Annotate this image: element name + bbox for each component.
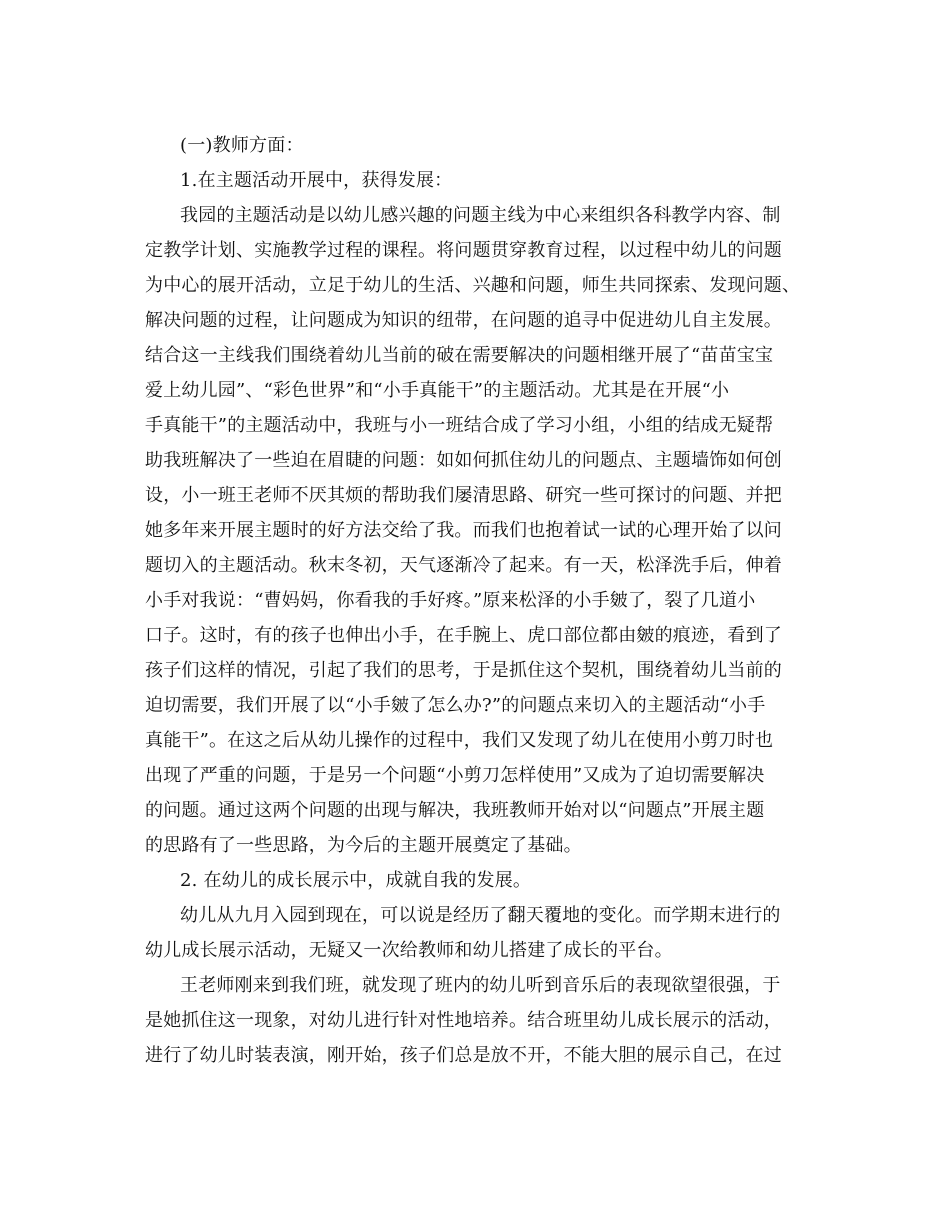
paragraph-line: 真能干”。在这之后从幼儿操作的过程中，我们又发现了幼儿在使用小剪刀时也: [145, 730, 774, 751]
paragraph-line: 题切入的主题活动。秋末冬初，天气逐渐冷了起来。有一天，松泽洗手后，伸着: [145, 555, 782, 576]
subsection-heading-1: 1.在主题活动开展中，获得发展：: [180, 170, 453, 191]
paragraph-line: 为中心的展开活动，立足于幼儿的生活、兴趣和问题，师生共同探索、发现问题、: [145, 275, 801, 296]
paragraph-line: 我园的主题活动是以幼儿感兴趣的问题主线为中心来组织各科教学内容、制: [180, 205, 781, 226]
paragraph-line: 幼儿从九月入园到现在，可以说是经历了翻天覆地的变化。而学期末进行的: [180, 905, 781, 926]
paragraph-line: 定教学计划、实施教学过程的课程。将问题贯穿教育过程，以过程中幼儿的问题: [145, 240, 782, 261]
paragraph-line: 助我班解决了一些迫在眉睫的问题：如如何抓住幼儿的问题点、主题墙饰如何创: [145, 450, 782, 471]
paragraph-line: 幼儿成长展示活动，无疑又一次给教师和幼儿搭建了成长的平台。: [145, 940, 673, 961]
subsection-heading-2: 2. 在幼儿的成长展示中，成就自我的发展。: [180, 870, 532, 891]
paragraph-line: 解决问题的过程，让问题成为知识的纽带，在问题的追寻中促进幼儿自主发展。: [145, 310, 782, 331]
paragraph-line: 的问题。通过这两个问题的出现与解决，我班教师开始对以“问题点”开展主题: [145, 800, 765, 821]
paragraph-line: 王老师刚来到我们班，就发现了班内的幼儿听到音乐后的表现欲望很强，于: [180, 975, 781, 996]
paragraph-line: 设，小一班王老师不厌其烦的帮助我们屡清思路、研究一些可探讨的问题、并把: [145, 485, 782, 506]
paragraph-line: 小手对我说：“曹妈妈，你看我的手好疼。”原来松泽的小手皴了，裂了几道小: [145, 590, 756, 611]
paragraph-line: 爱上幼儿园”、“彩色世界”和“小手真能干”的主题活动。尤其是在开展“小: [145, 380, 730, 401]
paragraph-line: 是她抓住这一现象，对幼儿进行针对性地培养。结合班里幼儿成长展示的活动，: [145, 1010, 782, 1031]
paragraph-line: 进行了幼儿时装表演，刚开始，孩子们总是放不开，不能大胆的展示自己，在过: [145, 1045, 782, 1066]
paragraph-line: 手真能干”的主题活动中，我班与小一班结合成了学习小组，小组的结成无疑帮: [145, 415, 774, 436]
paragraph-line: 她多年来开展主题时的好方法交给了我。而我们也抱着试一试的心理开始了以问: [145, 520, 782, 541]
paragraph-line: 口子。这时，有的孩子也伸出小手，在手腕上、虎口部位都由皴的痕迹，看到了: [145, 625, 782, 646]
paragraph-line: 的思路有了一些思路，为今后的主题开展奠定了基础。: [145, 835, 582, 856]
paragraph-line: 孩子们这样的情况，引起了我们的思考，于是抓住这个契机，围绕着幼儿当前的: [145, 660, 782, 681]
paragraph-line: 迫切需要，我们开展了以“小手皴了怎么办?”的问题点来切入的主题活动“小手: [145, 695, 766, 716]
section-heading-teachers: (一)教师方面：: [180, 135, 304, 156]
paragraph-line: 结合这一主线我们围绕着幼儿当前的破在需要解决的问题相继开展了“苗苗宝宝: [145, 345, 774, 366]
paragraph-line: 出现了严重的问题，于是另一个问题“小剪刀怎样使用”又成为了迫切需要解决: [145, 765, 765, 786]
